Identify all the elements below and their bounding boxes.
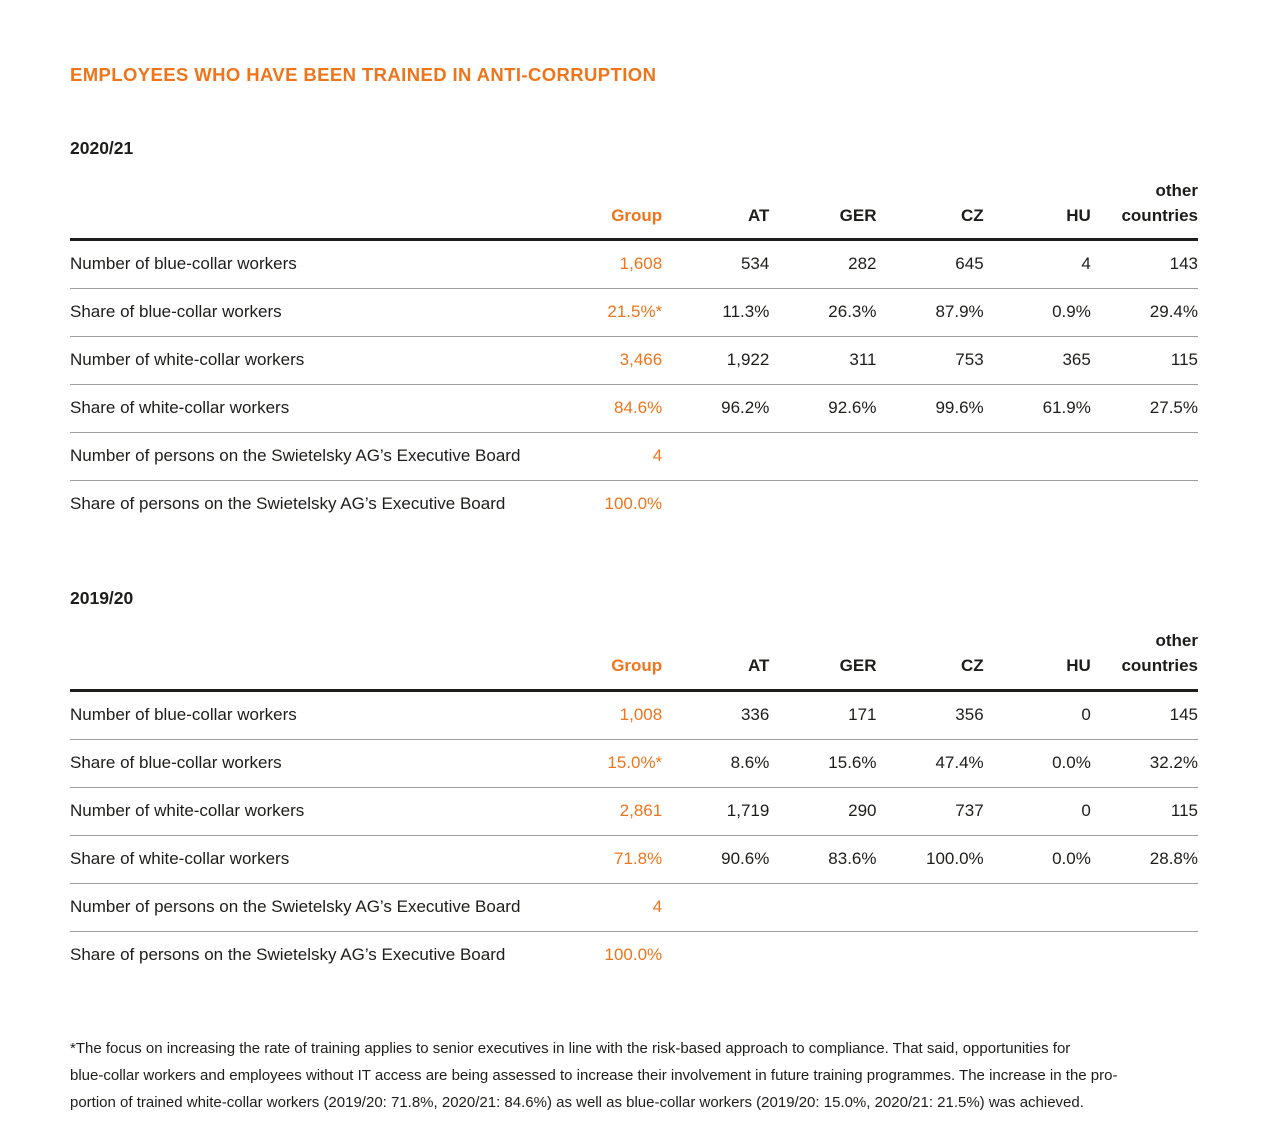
footnote-line: blue-collar workers and employees without IT access are being assessed to increase their involvement in future training programmes. The increase in the pro- [70,1066,1118,1084]
cell-cz [877,931,984,979]
cell-cz [877,433,984,481]
row-label: Number of blue-collar workers [70,690,555,739]
cell-other-countries: 115 [1091,337,1198,385]
cell-group: 4 [555,433,662,481]
column-header-at: AT [662,179,769,240]
cell-hu: 0 [984,690,1091,739]
cell-cz: 100.0% [877,835,984,883]
column-header-group: Group [555,629,662,690]
row-label: Share of white-collar workers [70,835,555,883]
page-title: EMPLOYEES WHO HAVE BEEN TRAINED IN ANTI-CORRUPTION [70,64,657,85]
cell-group: 84.6% [555,385,662,433]
row-label: Number of white-collar workers [70,787,555,835]
column-header-cz: CZ [877,179,984,240]
cell-ger: 26.3% [769,289,876,337]
cell-at: 534 [662,240,769,289]
cell-other-countries: 27.5% [1091,385,1198,433]
column-header-other-countries: other countries [1091,629,1198,690]
cell-group: 2,861 [555,787,662,835]
cell-hu [984,931,1091,979]
table-header-row [70,629,1198,690]
cell-at [662,931,769,979]
cell-group: 4 [555,883,662,931]
cell-ger: 15.6% [769,739,876,787]
cell-hu [984,433,1091,481]
table-row [70,337,1198,385]
cell-group: 21.5%* [555,289,662,337]
anti-corruption-table-2020-21 [70,179,1198,528]
cell-group: 3,466 [555,337,662,385]
cell-group: 71.8% [555,835,662,883]
cell-cz: 99.6% [877,385,984,433]
section-2019-20 [70,588,1198,978]
cell-hu [984,481,1091,529]
anti-corruption-table-2019-20 [70,629,1198,978]
cell-other-countries: 29.4% [1091,289,1198,337]
cell-hu: 0 [984,787,1091,835]
cell-ger: 171 [769,690,876,739]
cell-cz: 47.4% [877,739,984,787]
cell-at [662,883,769,931]
table-row [70,835,1198,883]
cell-hu: 365 [984,337,1091,385]
cell-ger: 282 [769,240,876,289]
row-label: Number of blue-collar workers [70,240,555,289]
cell-at [662,433,769,481]
cell-at: 96.2% [662,385,769,433]
cell-cz: 753 [877,337,984,385]
column-header-at: AT [662,629,769,690]
cell-other-countries: 28.8% [1091,835,1198,883]
column-header-empty [70,629,555,690]
table-row [70,481,1198,529]
cell-at: 336 [662,690,769,739]
row-label: Share of blue-collar workers [70,289,555,337]
cell-cz: 645 [877,240,984,289]
cell-cz: 737 [877,787,984,835]
cell-hu: 0.0% [984,835,1091,883]
footnote [70,1035,1198,1116]
column-header-hu: HU [984,179,1091,240]
cell-ger: 290 [769,787,876,835]
row-label: Share of blue-collar workers [70,739,555,787]
table-row [70,385,1198,433]
cell-ger: 311 [769,337,876,385]
column-header-group: Group [555,179,662,240]
cell-group: 1,008 [555,690,662,739]
row-label: Number of white-collar workers [70,337,555,385]
cell-hu: 61.9% [984,385,1091,433]
cell-other-countries [1091,883,1198,931]
cell-ger [769,433,876,481]
row-label: Share of persons on the Swietelsky AG’s Executive Board [70,944,506,964]
column-header-ger: GER [769,179,876,240]
period-heading-2020-21: 2020/21 [70,138,134,158]
cell-cz: 356 [877,690,984,739]
table-row [70,931,1198,979]
cell-group: 100.0% [604,944,663,964]
column-header-hu: HU [984,629,1091,690]
cell-other-countries [1091,931,1198,979]
cell-at: 90.6% [662,835,769,883]
cell-at [662,481,769,529]
table-row [70,433,1198,481]
footnote-line: portion of trained white-collar workers (2019/20: 71.8%, 2020/21: 84.6%) as well as blue-collar workers (2019/20: 15.0%, 2020/21: 21.5%) was achieved. [70,1093,1084,1111]
cell-other-countries: 115 [1091,787,1198,835]
footnote-line: *The focus on increasing the rate of training applies to senior executives in line with the risk-based approach to compliance. That said, opportunities for [70,1039,1071,1057]
table-row [70,240,1198,289]
cell-other-countries: 32.2% [1091,739,1198,787]
cell-at: 1,719 [662,787,769,835]
column-header-cz: CZ [877,629,984,690]
row-label: Number of persons on the Swietelsky AG’s Executive Board [70,433,555,481]
cell-other-countries: 143 [1091,240,1198,289]
column-header-other-countries: other countries [1091,179,1198,240]
table-row [70,787,1198,835]
column-header-empty [70,179,555,240]
table-header-row [70,179,1198,240]
row-label: Number of persons on the Swietelsky AG’s Executive Board [70,883,555,931]
table-row [70,690,1198,739]
period-heading-2019-20: 2019/20 [70,588,134,609]
cell-ger [769,481,876,529]
cell-at: 1,922 [662,337,769,385]
cell-other-countries: 145 [1091,690,1198,739]
table-row [70,883,1198,931]
cell-hu [984,883,1091,931]
cell-at: 8.6% [662,739,769,787]
section-2020-21 [70,138,1198,528]
cell-cz: 87.9% [877,289,984,337]
cell-cz [877,481,984,529]
cell-ger [769,883,876,931]
column-header-ger: GER [769,629,876,690]
cell-ger [769,931,876,979]
cell-group: 100.0% [604,494,663,514]
cell-group: 1,608 [555,240,662,289]
row-label: Share of persons on the Swietelsky AG’s Executive Board [70,494,506,514]
row-label: Share of white-collar workers [70,385,555,433]
cell-cz [877,883,984,931]
cell-ger: 92.6% [769,385,876,433]
cell-hu: 0.0% [984,739,1091,787]
table-row [70,739,1198,787]
cell-hu: 4 [984,240,1091,289]
cell-hu: 0.9% [984,289,1091,337]
cell-group: 15.0%* [555,739,662,787]
table-row [70,289,1198,337]
cell-at: 11.3% [662,289,769,337]
cell-other-countries [1091,433,1198,481]
cell-ger: 83.6% [769,835,876,883]
cell-other-countries [1091,481,1198,529]
